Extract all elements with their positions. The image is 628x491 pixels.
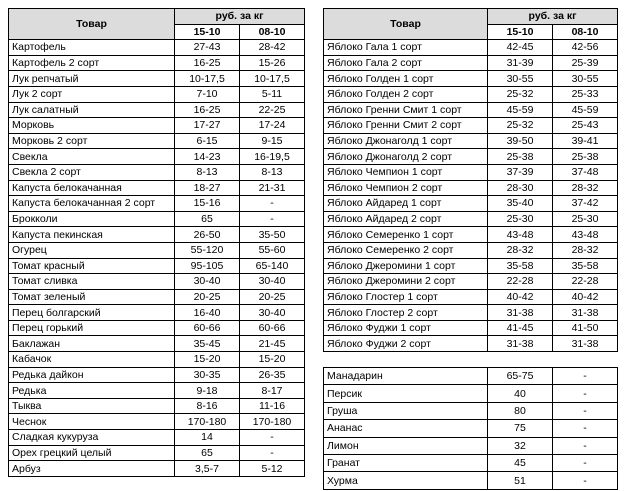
table-row xyxy=(9,274,305,290)
price-date1-cell: 28-30 xyxy=(488,180,553,196)
price-date1-cell: 43-48 xyxy=(488,227,553,243)
price-date2-cell: 31-38 xyxy=(553,336,618,352)
price-date1-cell: 30-55 xyxy=(488,71,553,87)
product-name-cell: Картофель xyxy=(9,40,175,56)
table-row xyxy=(9,71,305,87)
price-date1-cell: 75 xyxy=(488,420,553,437)
price-date1-cell: 65 xyxy=(175,211,240,227)
price-date2-cell: 25-38 xyxy=(553,149,618,165)
table-row xyxy=(324,211,618,227)
product-name-cell: Яблоко Джеромини 2 сорт xyxy=(324,274,488,290)
product-name-cell: Кабачок xyxy=(9,352,175,368)
table-row xyxy=(9,133,305,149)
product-name-cell: Яблоко Гренни Смит 2 сорт xyxy=(324,118,488,134)
apples-price-table xyxy=(323,8,618,352)
table-row xyxy=(324,71,618,87)
price-date1-cell: 35-40 xyxy=(488,196,553,212)
price-date1-cell: 30-35 xyxy=(175,367,240,383)
price-date1-cell: 65-75 xyxy=(488,368,553,385)
price-date1-cell: 25-30 xyxy=(488,211,553,227)
table-row xyxy=(324,55,618,71)
price-date2-cell: - xyxy=(240,196,305,212)
table-row xyxy=(324,289,618,305)
product-name-cell: Яблоко Фуджи 1 сорт xyxy=(324,320,488,336)
apples-table-body xyxy=(324,40,618,352)
price-date1-cell: 8-13 xyxy=(175,164,240,180)
product-name-cell: Лук репчатый xyxy=(9,71,175,87)
table-row xyxy=(9,289,305,305)
price-date2-cell: 25-30 xyxy=(553,211,618,227)
price-date1-cell: 60-66 xyxy=(175,320,240,336)
product-name-cell: Капуста белокачанная xyxy=(9,180,175,196)
date2-column-header: 08-10 xyxy=(553,24,618,40)
price-date2-cell: 22-28 xyxy=(553,274,618,290)
table-row xyxy=(9,211,305,227)
price-date2-cell: 20-25 xyxy=(240,289,305,305)
product-column-header: Товар xyxy=(9,9,175,40)
price-date2-cell: 17-24 xyxy=(240,118,305,134)
product-name-cell: Яблоко Джонаголд 1 сорт xyxy=(324,133,488,149)
product-name-cell: Орех грецкий целый xyxy=(9,445,175,461)
price-date1-cell: 37-39 xyxy=(488,164,553,180)
product-name-cell: Яблоко Чемпион 2 сорт xyxy=(324,180,488,196)
price-date1-cell: 35-45 xyxy=(175,336,240,352)
product-name-cell: Свекла xyxy=(9,149,175,165)
table-row xyxy=(9,149,305,165)
price-date1-cell: 6-15 xyxy=(175,133,240,149)
product-name-cell: Яблоко Фуджи 2 сорт xyxy=(324,336,488,352)
price-date1-cell: 16-25 xyxy=(175,102,240,118)
product-name-cell: Баклажан xyxy=(9,336,175,352)
price-date1-cell: 40 xyxy=(488,385,553,402)
price-date1-cell: 45-59 xyxy=(488,102,553,118)
product-name-cell: Лук 2 сорт xyxy=(9,86,175,102)
price-date2-cell: 5-11 xyxy=(240,86,305,102)
price-date2-cell: 45-59 xyxy=(553,102,618,118)
table-row xyxy=(324,402,618,419)
fruits-price-table xyxy=(323,367,618,490)
price-date1-cell: 16-40 xyxy=(175,305,240,321)
table-row xyxy=(9,461,305,477)
price-date1-cell: 31-39 xyxy=(488,55,553,71)
table-row xyxy=(324,40,618,56)
price-date1-cell: 42-45 xyxy=(488,40,553,56)
price-date2-cell: 11-16 xyxy=(240,398,305,414)
product-name-cell: Ананас xyxy=(324,420,488,437)
table-row xyxy=(324,227,618,243)
price-date1-cell: 39-50 xyxy=(488,133,553,149)
product-name-cell: Яблоко Айдаред 2 сорт xyxy=(324,211,488,227)
table-row xyxy=(324,180,618,196)
product-name-cell: Брокколи xyxy=(9,211,175,227)
price-date2-cell: 40-42 xyxy=(553,289,618,305)
price-date2-cell: - xyxy=(553,385,618,402)
table-row xyxy=(9,398,305,414)
table-row xyxy=(9,242,305,258)
table-row xyxy=(9,367,305,383)
price-date1-cell: 17-27 xyxy=(175,118,240,134)
price-date1-cell: 15-16 xyxy=(175,196,240,212)
price-date2-cell: 28-32 xyxy=(553,180,618,196)
price-date2-cell: - xyxy=(553,402,618,419)
price-date1-cell: 65 xyxy=(175,445,240,461)
product-name-cell: Редька дайкон xyxy=(9,367,175,383)
product-name-cell: Груша xyxy=(324,402,488,419)
price-date2-cell: 25-39 xyxy=(553,55,618,71)
table-row xyxy=(324,102,618,118)
table-row xyxy=(9,196,305,212)
product-name-cell: Тыква xyxy=(9,398,175,414)
table-row xyxy=(9,336,305,352)
product-name-cell: Яблоко Гала 1 сорт xyxy=(324,40,488,56)
price-date2-cell: 26-35 xyxy=(240,367,305,383)
fruits-table-body xyxy=(324,368,618,490)
price-date2-cell: - xyxy=(240,430,305,446)
vegetables-table-body xyxy=(9,40,305,477)
price-date2-cell: - xyxy=(240,211,305,227)
price-date2-cell: 22-25 xyxy=(240,102,305,118)
table-row xyxy=(324,118,618,134)
price-date1-cell: 27-43 xyxy=(175,40,240,56)
product-name-cell: Томат сливка xyxy=(9,274,175,290)
table-row xyxy=(9,118,305,134)
table-row xyxy=(324,133,618,149)
table-row xyxy=(9,164,305,180)
price-date1-cell: 25-32 xyxy=(488,86,553,102)
price-date2-cell: 8-13 xyxy=(240,164,305,180)
table-row xyxy=(9,445,305,461)
price-date1-cell: 16-25 xyxy=(175,55,240,71)
product-name-cell: Яблоко Глостер 1 сорт xyxy=(324,289,488,305)
price-date2-cell: 30-55 xyxy=(553,71,618,87)
price-date1-cell: 170-180 xyxy=(175,414,240,430)
table-row xyxy=(9,40,305,56)
price-date1-cell: 41-45 xyxy=(488,320,553,336)
price-date1-cell: 28-32 xyxy=(488,242,553,258)
price-date2-cell: - xyxy=(240,445,305,461)
price-date1-cell: 14 xyxy=(175,430,240,446)
price-date1-cell: 55-120 xyxy=(175,242,240,258)
product-name-cell: Морковь 2 сорт xyxy=(9,133,175,149)
price-date2-cell: 35-50 xyxy=(240,227,305,243)
date1-column-header: 15-10 xyxy=(175,24,240,40)
table-row xyxy=(324,196,618,212)
price-date2-cell: 35-58 xyxy=(553,258,618,274)
price-date2-cell: 28-32 xyxy=(553,242,618,258)
table-row xyxy=(324,149,618,165)
price-date2-cell: 41-50 xyxy=(553,320,618,336)
product-name-cell: Яблоко Семеренко 1 сорт xyxy=(324,227,488,243)
price-date2-cell: 25-33 xyxy=(553,86,618,102)
table-row xyxy=(9,320,305,336)
price-date1-cell: 8-16 xyxy=(175,398,240,414)
price-date2-cell: 60-66 xyxy=(240,320,305,336)
table-row xyxy=(9,305,305,321)
price-date2-cell: 65-140 xyxy=(240,258,305,274)
table-row xyxy=(324,336,618,352)
product-name-cell: Хурма xyxy=(324,472,488,489)
product-name-cell: Яблоко Джонаголд 2 сорт xyxy=(324,149,488,165)
price-date2-cell: 30-40 xyxy=(240,305,305,321)
table-row xyxy=(324,385,618,402)
product-name-cell: Перец горький xyxy=(9,320,175,336)
price-date2-cell: 5-12 xyxy=(240,461,305,477)
product-name-cell: Капуста пекинская xyxy=(9,227,175,243)
price-date2-cell: 15-26 xyxy=(240,55,305,71)
product-name-cell: Арбуз xyxy=(9,461,175,477)
price-column-header: руб. за кг xyxy=(175,9,305,25)
product-name-cell: Яблоко Чемпион 1 сорт xyxy=(324,164,488,180)
price-date1-cell: 31-38 xyxy=(488,336,553,352)
table-row xyxy=(9,86,305,102)
price-date2-cell: 37-42 xyxy=(553,196,618,212)
table-row xyxy=(324,258,618,274)
price-date1-cell: 51 xyxy=(488,472,553,489)
table-row xyxy=(9,55,305,71)
product-name-cell: Яблоко Гренни Смит 1 сорт xyxy=(324,102,488,118)
product-name-cell: Гранат xyxy=(324,454,488,471)
product-column-header: Товар xyxy=(324,9,488,40)
table-row xyxy=(9,352,305,368)
table-row xyxy=(9,430,305,446)
table-row xyxy=(324,86,618,102)
product-name-cell: Лук салатный xyxy=(9,102,175,118)
table-row xyxy=(9,102,305,118)
price-date2-cell: - xyxy=(553,420,618,437)
table-row xyxy=(9,414,305,430)
price-date2-cell: - xyxy=(553,472,618,489)
price-date2-cell: 55-60 xyxy=(240,242,305,258)
price-date2-cell: 37-48 xyxy=(553,164,618,180)
price-date2-cell: 10-17,5 xyxy=(240,71,305,87)
price-date1-cell: 25-32 xyxy=(488,118,553,134)
vegetables-price-table xyxy=(8,8,305,477)
product-name-cell: Картофель 2 сорт xyxy=(9,55,175,71)
price-date1-cell: 9-18 xyxy=(175,383,240,399)
table-row xyxy=(324,437,618,454)
price-date1-cell: 10-17,5 xyxy=(175,71,240,87)
price-date2-cell: - xyxy=(553,437,618,454)
product-name-cell: Манадарин xyxy=(324,368,488,385)
table-row xyxy=(324,454,618,471)
price-date2-cell: 15-20 xyxy=(240,352,305,368)
price-date2-cell: 8-17 xyxy=(240,383,305,399)
product-name-cell: Чеснок xyxy=(9,414,175,430)
price-date1-cell: 25-38 xyxy=(488,149,553,165)
price-date1-cell: 45 xyxy=(488,454,553,471)
price-date1-cell: 26-50 xyxy=(175,227,240,243)
price-date2-cell: 9-15 xyxy=(240,133,305,149)
price-date1-cell: 18-27 xyxy=(175,180,240,196)
price-date2-cell: - xyxy=(553,454,618,471)
price-date1-cell: 3,5-7 xyxy=(175,461,240,477)
table-row xyxy=(9,383,305,399)
price-date2-cell: 43-48 xyxy=(553,227,618,243)
price-date1-cell: 15-20 xyxy=(175,352,240,368)
price-date1-cell: 40-42 xyxy=(488,289,553,305)
table-row xyxy=(9,180,305,196)
product-name-cell: Яблоко Джеромини 1 сорт xyxy=(324,258,488,274)
table-row xyxy=(324,242,618,258)
price-date1-cell: 7-10 xyxy=(175,86,240,102)
price-date2-cell: 21-45 xyxy=(240,336,305,352)
product-name-cell: Яблоко Семеренко 2 сорт xyxy=(324,242,488,258)
price-date2-cell: 28-42 xyxy=(240,40,305,56)
table-row xyxy=(324,305,618,321)
product-name-cell: Яблоко Айдаред 1 сорт xyxy=(324,196,488,212)
price-date1-cell: 14-23 xyxy=(175,149,240,165)
table-row xyxy=(324,164,618,180)
price-date1-cell: 20-25 xyxy=(175,289,240,305)
price-date2-cell: 25-43 xyxy=(553,118,618,134)
date1-column-header: 15-10 xyxy=(488,24,553,40)
price-date2-cell: - xyxy=(553,368,618,385)
product-name-cell: Томат зеленый xyxy=(9,289,175,305)
product-name-cell: Лимон xyxy=(324,437,488,454)
price-date2-cell: 16-19,5 xyxy=(240,149,305,165)
table-row xyxy=(324,420,618,437)
product-name-cell: Морковь xyxy=(9,118,175,134)
product-name-cell: Персик xyxy=(324,385,488,402)
table-row xyxy=(324,368,618,385)
product-name-cell: Яблоко Глостер 2 сорт xyxy=(324,305,488,321)
product-name-cell: Огурец xyxy=(9,242,175,258)
product-name-cell: Яблоко Гала 2 сорт xyxy=(324,55,488,71)
table-row xyxy=(324,320,618,336)
product-name-cell: Перец болгарский xyxy=(9,305,175,321)
price-date1-cell: 32 xyxy=(488,437,553,454)
table-row xyxy=(324,472,618,489)
price-column-header: руб. за кг xyxy=(488,9,618,25)
price-date1-cell: 35-58 xyxy=(488,258,553,274)
table-row xyxy=(324,274,618,290)
product-name-cell: Томат красный xyxy=(9,258,175,274)
price-date1-cell: 80 xyxy=(488,402,553,419)
price-date2-cell: 170-180 xyxy=(240,414,305,430)
price-date2-cell: 42-56 xyxy=(553,40,618,56)
product-name-cell: Капуста белокачанная 2 сорт xyxy=(9,196,175,212)
price-date1-cell: 22-28 xyxy=(488,274,553,290)
price-date1-cell: 31-38 xyxy=(488,305,553,321)
price-date2-cell: 39-41 xyxy=(553,133,618,149)
product-name-cell: Яблоко Голден 2 сорт xyxy=(324,86,488,102)
product-name-cell: Свекла 2 сорт xyxy=(9,164,175,180)
price-date2-cell: 31-38 xyxy=(553,305,618,321)
price-date1-cell: 95-105 xyxy=(175,258,240,274)
price-date2-cell: 30-40 xyxy=(240,274,305,290)
price-date2-cell: 21-31 xyxy=(240,180,305,196)
product-name-cell: Сладкая кукуруза xyxy=(9,430,175,446)
table-row xyxy=(9,227,305,243)
price-date1-cell: 30-40 xyxy=(175,274,240,290)
product-name-cell: Яблоко Голден 1 сорт xyxy=(324,71,488,87)
table-row xyxy=(9,258,305,274)
date2-column-header: 08-10 xyxy=(240,24,305,40)
product-name-cell: Редька xyxy=(9,383,175,399)
